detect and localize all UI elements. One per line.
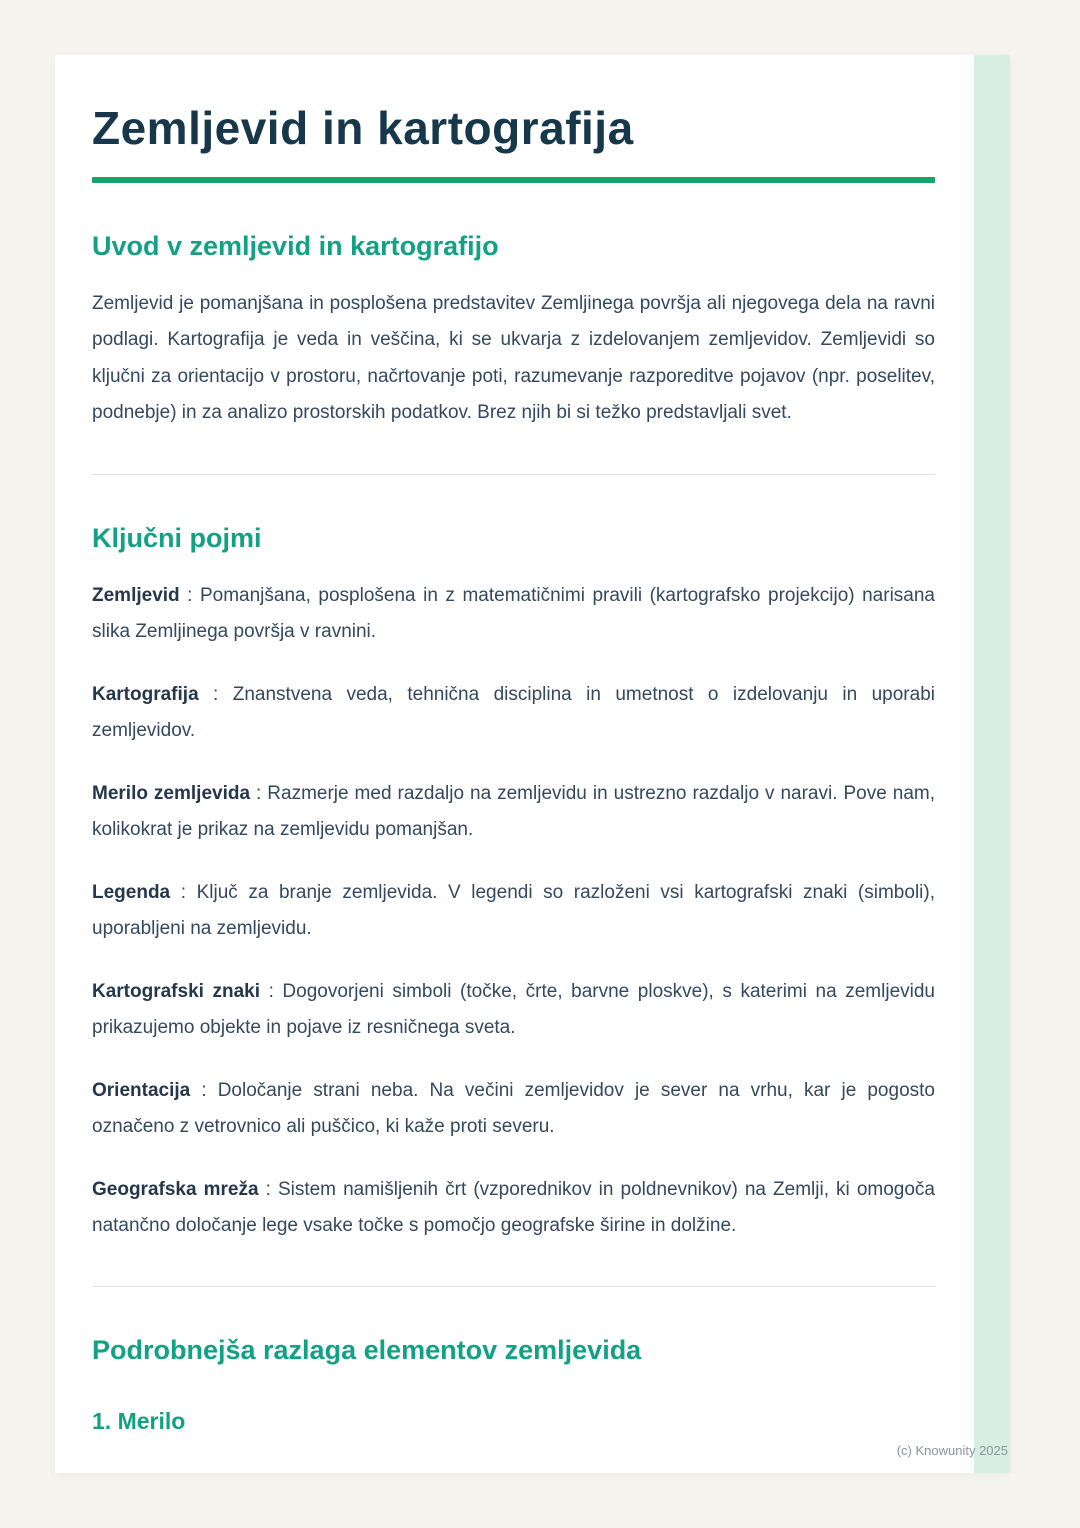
section-heading-intro: Uvod v zemljevid in kartografijo — [92, 231, 499, 261]
right-accent-stripe — [974, 55, 1010, 1473]
document-card — [55, 55, 1010, 1473]
title-underline-rule — [92, 177, 935, 183]
section-heading-key-terms: Ključni pojmi — [92, 522, 262, 553]
term-label: Zemljevid — [92, 584, 180, 606]
term-paragraph — [92, 875, 935, 948]
term-label: Kartografija — [92, 683, 199, 705]
term-paragraph — [92, 578, 935, 651]
term-paragraph — [92, 677, 935, 750]
section-divider — [92, 1286, 935, 1287]
term-definition: Določanje strani neba. Na večini zemljevidov je sever na vrhu, kar je pogosto označeno z vetrovnico ali puščico, ki kaže proti severu. — [92, 1079, 935, 1138]
document-content — [55, 55, 974, 1473]
term-paragraph — [92, 1073, 935, 1146]
section-heading-details: Podrobnejša razlaga elementov zemljevida — [92, 1335, 642, 1366]
copyright-watermark: (c) Knowunity 2025 — [896, 1443, 1008, 1458]
term-label: Orientacija — [92, 1079, 191, 1101]
term-definition: Znanstvena veda, tehnična disciplina in umetnost o izdelovanju in uporabi zemljevidov. — [92, 683, 935, 742]
term-label: Geografska mreža — [92, 1178, 259, 1200]
subsection-heading-merilo: 1. Merilo — [92, 1408, 186, 1435]
term-paragraph — [92, 974, 935, 1047]
term-definition: Pomanjšana, posplošena in z matematičnimi pravili (kartografsko projekcijo) narisana slika Zemljinega površja v ravnini. — [92, 584, 935, 643]
term-separator: : — [170, 881, 197, 903]
term-paragraph — [92, 776, 935, 849]
section-divider — [92, 474, 935, 475]
term-label: Merilo zemljevida — [92, 782, 251, 804]
term-definition: Dogovorjeni simboli (točke, črte, barvne ploskve), s katerimi na zemljevidu prikazujemo objekte in pojave iz resničnega sveta. — [92, 980, 935, 1039]
term-separator: : — [190, 1079, 218, 1101]
term-label: Kartografski znaki — [92, 980, 261, 1002]
term-separator: : — [250, 782, 268, 804]
intro-paragraph: Zemljevid je pomanjšana in posplošena predstavitev Zemljinega površja ali njegovega dela na ravni podlagi. Kartografija je veda in veščina, ki se ukvarja z izdelovanjem zemljevidov. Zemljevidi so ključni za orientacijo v prostoru, načrtovanje poti, razumevanje razporeditve pojavov (npr. poselitev, podnebje) in za analizo prostorskih podatkov. Brez njih bi si težko predstavljali svet. — [92, 293, 935, 424]
term-label: Legenda — [92, 881, 171, 903]
term-definition: Sistem namišljenih črt (vzporednikov in poldnevnikov) na Zemlji, ki omogoča natančno določanje lege vsake točke s pomočjo geografske širine in dolžine. — [92, 1178, 935, 1236]
term-separator: : — [258, 1178, 278, 1200]
term-separator: : — [198, 683, 233, 705]
term-paragraph — [92, 1172, 935, 1245]
term-definition: Razmerje med razdaljo na zemljevidu in ustrezno razdaljo v naravi. Pove nam, kolikokrat je prikaz na zemljevidu pomanjšan. — [92, 782, 935, 841]
term-separator: : — [260, 980, 283, 1002]
term-separator: : — [179, 584, 200, 606]
term-definition: Ključ za branje zemljevida. V legendi so razloženi vsi kartografski znaki (simboli), uporabljeni na zemljevidu. — [92, 881, 935, 940]
page-title: Zemljevid in kartografija — [92, 102, 634, 154]
